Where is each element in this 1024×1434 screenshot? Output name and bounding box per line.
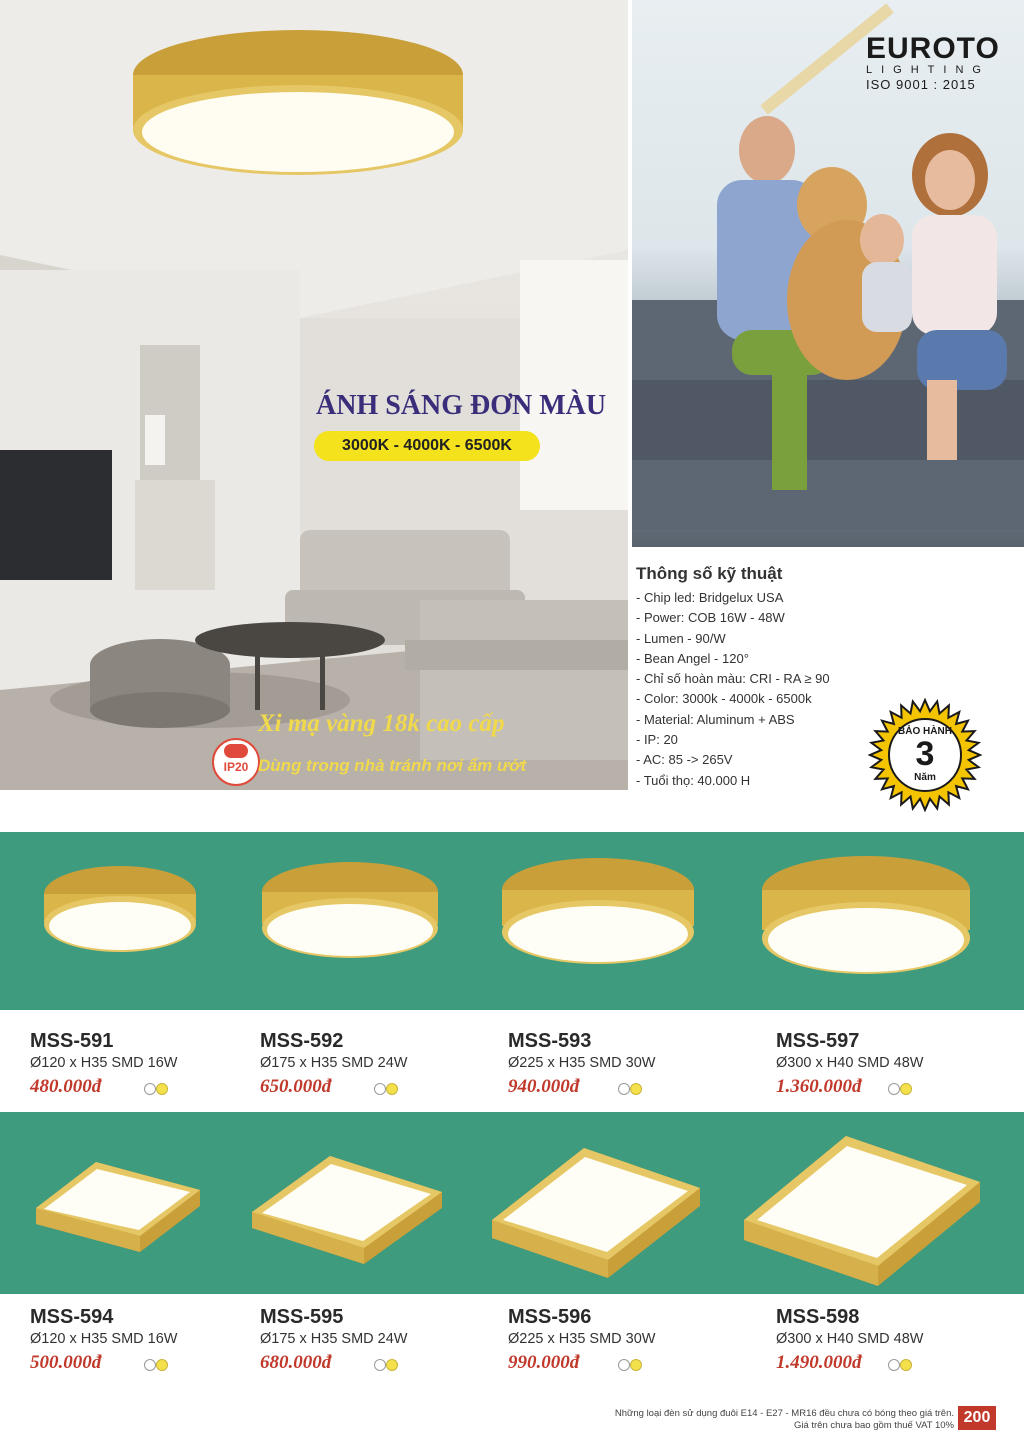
specs-list (636, 588, 896, 791)
color-temp-pill (314, 431, 540, 461)
product-name: MSS-595 (260, 1306, 344, 1328)
warranty-unit: Năm (914, 772, 936, 783)
technical-specs (636, 564, 896, 791)
product-price: 500.000đ (30, 1352, 102, 1373)
spec-item: - Lumen - 90/W (636, 630, 726, 646)
square-lamps-row (0, 1112, 1024, 1294)
product-name: MSS-592 (260, 1030, 344, 1052)
brand-logo (866, 32, 1000, 93)
hero-tagline: Xi mạ vàng 18k cao cấp (258, 710, 505, 737)
warm-light-dot (900, 1359, 912, 1371)
product-name: MSS-598 (776, 1306, 860, 1328)
white-light-dot (618, 1359, 630, 1371)
product-dims: Ø225 x H35 SMD 30W (508, 1055, 656, 1071)
page-number-badge: 200 (958, 1406, 996, 1430)
spec-item: - Chip led: Bridgelux USA (636, 590, 784, 605)
spec-item: - Color: 3000k - 4000k - 6500k (636, 691, 812, 707)
spec-item: - Material: Aluminum + ABS (636, 711, 795, 727)
product-price: 480.000đ (30, 1076, 102, 1097)
product-name: MSS-594 (30, 1306, 114, 1328)
product-price: 1.360.000đ (776, 1076, 862, 1097)
round-products-band (0, 832, 1024, 1010)
white-light-dot (888, 1359, 900, 1371)
spec-item: - Bean Angel - 120° (636, 650, 749, 666)
white-light-dot (888, 1083, 900, 1095)
product-name: MSS-597 (776, 1030, 860, 1052)
product-price: 940.000đ (508, 1076, 580, 1097)
round-lamps-row (0, 832, 1024, 1010)
product-price: 990.000đ (508, 1352, 580, 1373)
product-dims: Ø300 x H40 SMD 48W (776, 1331, 924, 1347)
product-dims: Ø175 x H35 SMD 24W (260, 1055, 408, 1071)
product-dims: Ø120 x H35 SMD 16W (30, 1331, 178, 1347)
warm-light-dot (630, 1359, 642, 1371)
product-price: 1.490.000đ (776, 1352, 862, 1373)
spec-item: - Tuổi thọ: 40.000 H (636, 772, 751, 788)
spec-item: - IP: 20 (636, 732, 678, 748)
footer-note-2: Giá trên chưa bao gồm thuế VAT 10% (793, 1420, 954, 1431)
hero-usage: Dùng trong nhà tránh nơi ẩm ướt (258, 756, 527, 775)
warm-light-dot (900, 1083, 912, 1095)
warranty-top: BẢO HÀNH (898, 726, 952, 737)
warm-light-dot (156, 1359, 168, 1371)
spec-item: - AC: 85 -> 265V (636, 752, 733, 768)
white-light-dot (618, 1083, 630, 1095)
warm-light-dot (386, 1359, 398, 1371)
warm-light-dot (630, 1083, 642, 1095)
white-light-dot (374, 1083, 386, 1095)
specs-title: Thông số kỹ thuật (636, 564, 783, 583)
product-price: 680.000đ (260, 1352, 332, 1373)
hero-title: ÁNH SÁNG ĐƠN MÀU (316, 390, 607, 421)
spec-item: - Chỉ số hoàn màu: CRI - RA ≥ 90 (636, 671, 830, 687)
spec-item: - Power: COB 16W - 48W (636, 610, 785, 626)
warm-light-dot (386, 1083, 398, 1095)
white-light-dot (144, 1083, 156, 1095)
white-light-dot (144, 1359, 156, 1371)
cloud-icon (224, 744, 248, 758)
warranty-seal (868, 698, 982, 812)
color-temp-text: 3000K - 4000K - 6500K (342, 437, 512, 454)
brand-sub: LIGHTING (866, 64, 990, 76)
square-products-band (0, 1112, 1024, 1294)
ceiling-lamp-round (128, 20, 468, 190)
warm-light-dot (156, 1083, 168, 1095)
product-dims: Ø225 x H35 SMD 30W (508, 1331, 656, 1347)
ip-badge-text: IP20 (223, 760, 249, 774)
ip-badge (212, 738, 260, 786)
product-dims: Ø120 x H35 SMD 16W (30, 1055, 178, 1071)
product-dims: Ø300 x H40 SMD 48W (776, 1055, 924, 1071)
product-name: MSS-591 (30, 1030, 114, 1052)
white-light-dot (374, 1359, 386, 1371)
brand-name: EUROTO (866, 32, 1000, 65)
footer-notes (560, 1408, 954, 1432)
product-price: 650.000đ (260, 1076, 332, 1097)
product-name: MSS-593 (508, 1030, 592, 1052)
warranty-number: 3 (915, 735, 935, 773)
brand-iso: ISO 9001 : 2015 (866, 77, 976, 92)
product-dims: Ø175 x H35 SMD 24W (260, 1331, 408, 1347)
footer-note-1: Những loại đèn sử dụng đuôi E14 - E27 - MR16 đều chưa có bóng theo giá trên. (614, 1408, 954, 1419)
product-name: MSS-596 (508, 1306, 592, 1328)
